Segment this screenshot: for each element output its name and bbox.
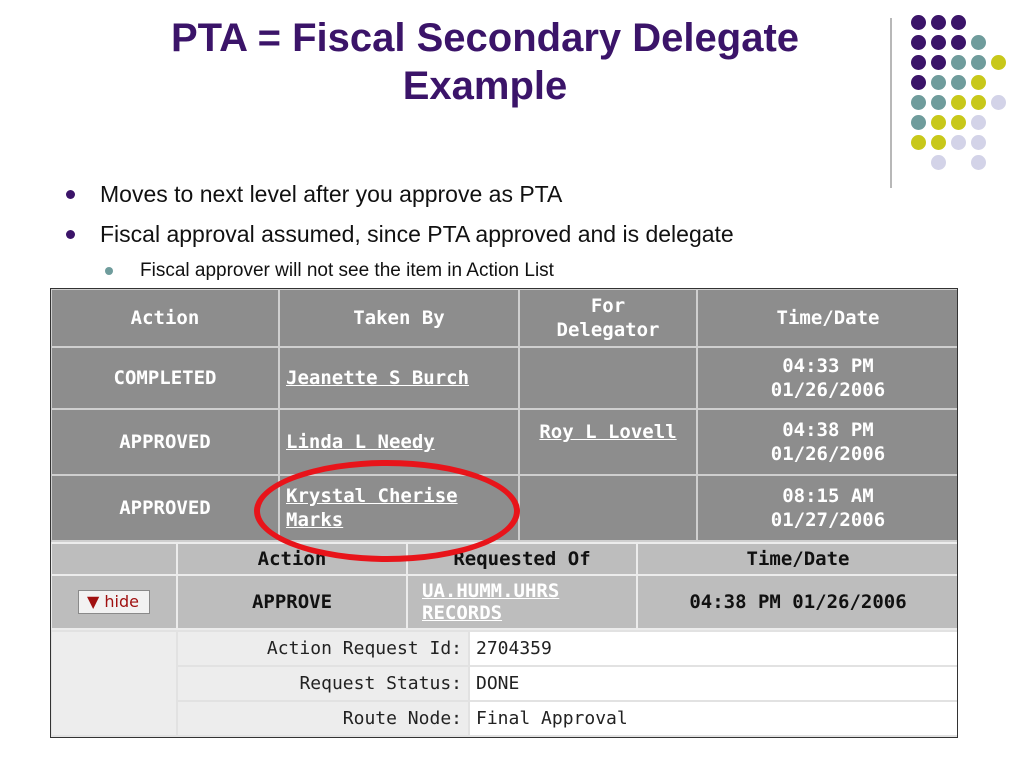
dot	[931, 15, 946, 30]
taken-by-cell	[279, 347, 519, 409]
dot	[991, 55, 1006, 70]
dot	[951, 115, 966, 130]
dot	[951, 15, 966, 30]
detail-row	[51, 666, 958, 701]
detail-label: Route Node:	[177, 701, 469, 736]
detail-row	[51, 631, 958, 666]
for-delegator-cell	[519, 409, 697, 475]
dot	[911, 55, 926, 70]
detail-spacer	[51, 631, 177, 736]
dot	[911, 95, 926, 110]
header-for-delegator: For Delegator	[519, 289, 697, 347]
dot	[971, 115, 986, 130]
dot	[951, 35, 966, 50]
request-header-action: Action	[177, 543, 407, 575]
dot	[911, 35, 926, 50]
detail-label: Request Status:	[177, 666, 469, 701]
dot	[991, 95, 1006, 110]
request-header-row	[51, 543, 958, 575]
for-delegator-cell	[519, 475, 697, 541]
dot	[971, 75, 986, 90]
requested-of-link[interactable]: UA.HUMM.UHRS RECORDS	[422, 580, 560, 624]
bullet-item: Fiscal approval assumed, since PTA approved and is delegate	[58, 218, 734, 258]
detail-value: Final Approval	[469, 701, 958, 736]
bullet-item: Moves to next level after you approve as PTA	[58, 178, 734, 218]
dot	[971, 35, 986, 50]
dot	[931, 75, 946, 90]
requested-of-cell	[407, 575, 637, 629]
dot	[911, 15, 926, 30]
detail-label: Action Request Id:	[177, 631, 469, 666]
dot	[971, 135, 986, 150]
decorative-dot-grid	[0, 0, 1024, 200]
action-history-screenshot	[50, 288, 958, 738]
header-time-date: Time/Date	[697, 289, 958, 347]
request-row	[51, 575, 958, 629]
header-taken-by: Taken By	[279, 289, 519, 347]
triangle-down-icon: ▼	[87, 592, 100, 611]
time-date-cell: 08:15 AM 01/27/2006	[697, 475, 958, 541]
action-cell: APPROVED	[51, 409, 279, 475]
hide-button[interactable]: ▼ hide	[78, 590, 150, 614]
request-action-cell: APPROVE	[177, 575, 407, 629]
sub-bullet-item: Fiscal approver will not see the item in Action List	[58, 258, 734, 288]
action-cell: COMPLETED	[51, 347, 279, 409]
dot	[931, 135, 946, 150]
request-details-table	[50, 630, 958, 737]
taken-by-link[interactable]: Jeanette S Burch	[286, 367, 470, 389]
bullet-list	[58, 178, 734, 288]
dot	[931, 55, 946, 70]
action-taken-table	[50, 288, 958, 542]
detail-value: DONE	[469, 666, 958, 701]
dot	[911, 75, 926, 90]
taken-by-cell	[279, 409, 519, 475]
request-header-time-date: Time/Date	[637, 543, 958, 575]
dot	[951, 75, 966, 90]
action-request-table	[50, 542, 958, 630]
for-delegator-link[interactable]: Roy L Lovell	[539, 421, 677, 443]
taken-by-cell	[279, 475, 519, 541]
detail-value: 2704359	[469, 631, 958, 666]
request-time-date-cell: 04:38 PM 01/26/2006	[637, 575, 958, 629]
for-delegator-cell	[519, 347, 697, 409]
detail-row	[51, 701, 958, 736]
dot	[951, 135, 966, 150]
request-header-requested-of: Requested Of	[407, 543, 637, 575]
hide-cell	[51, 575, 177, 629]
time-date-cell: 04:33 PM 01/26/2006	[697, 347, 958, 409]
dot	[931, 115, 946, 130]
time-date-cell: 04:38 PM 01/26/2006	[697, 409, 958, 475]
dot	[931, 95, 946, 110]
slide-title-line-2: Example	[402, 64, 568, 108]
dot	[971, 55, 986, 70]
header-action: Action	[51, 289, 279, 347]
table-row	[51, 347, 958, 409]
dot	[951, 55, 966, 70]
taken-by-link[interactable]: Linda L Needy	[286, 431, 435, 453]
dot	[911, 115, 926, 130]
table-header-row	[51, 289, 958, 347]
taken-by-link[interactable]: Krystal Cherise Marks	[286, 485, 458, 531]
dot	[971, 155, 986, 170]
dot	[931, 155, 946, 170]
table-row	[51, 409, 958, 475]
request-header-spacer	[51, 543, 177, 575]
dot	[931, 35, 946, 50]
action-cell: APPROVED	[51, 475, 279, 541]
dot	[951, 95, 966, 110]
slide-title-line-1: PTA = Fiscal Secondary Delegate	[170, 16, 800, 60]
dot	[971, 95, 986, 110]
table-row	[51, 475, 958, 541]
dot	[911, 135, 926, 150]
